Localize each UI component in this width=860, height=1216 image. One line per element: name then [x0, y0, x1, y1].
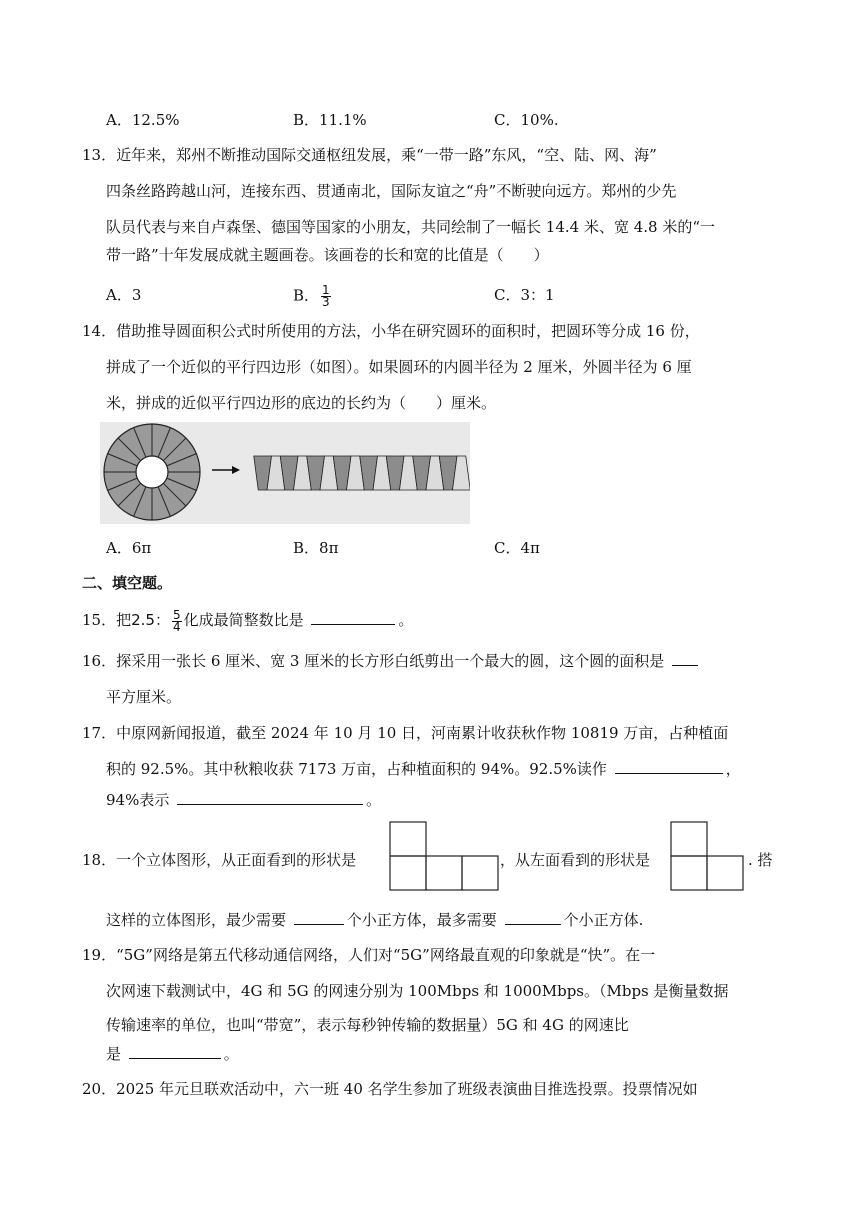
q13-option-b [293, 285, 333, 308]
q18-part-1: 18．一个立体图形，从正面看到的形状是 [82, 851, 357, 869]
q14-option-c: C．4π [494, 539, 540, 557]
left-view-figure [670, 821, 747, 892]
q15-prefix: 15．把 [82, 611, 132, 629]
section-heading-fill-in: 二、填空题。 [82, 574, 173, 592]
q17-line-2-text: 积的 92.5%。其中秋粮收获 7173 万亩，占种植面积的 94%。92.5%读作 [106, 760, 607, 778]
q16-line-1 [82, 651, 701, 671]
q19-answer-blank[interactable] [129, 1044, 221, 1059]
q18-max-blank[interactable] [505, 910, 561, 925]
q15-end: 。 [398, 611, 414, 629]
q19-line-3: 传输速率的单位，也叫“带宽”，表示每秒钟传输的数据量）5G 和 4G 的网速比 [106, 1016, 629, 1034]
q18-min-blank[interactable] [294, 910, 344, 925]
q14-line-2: 拼成了一个近似的平行四边形（如图）。如果圆环的内圆半径为 2 厘米，外圆半径为 6 厘 [106, 358, 692, 376]
annulus-inner-circle [136, 456, 168, 488]
q18-line-2 [106, 910, 643, 930]
q14-line-3: 米，拼成的近似平行四边形的底边的长约为（ ）厘米。 [106, 394, 497, 412]
q12-option-a: A．12.5% [106, 111, 180, 129]
q18-part-3: . 搭 [748, 851, 773, 869]
q17-line-3 [106, 790, 381, 810]
q19-end: 。 [223, 1045, 239, 1063]
q16-line-2: 平方厘米。 [106, 688, 182, 706]
q18-line-2-text: 这样的立体图形，最少需要 [106, 911, 287, 929]
annulus-figure [104, 424, 200, 520]
q14-line-1: 14．借助推导圆面积公式时所使用的方法，小华在研究圆环的面积时，把圆环等分成 16 份， [82, 322, 700, 340]
q15-answer-blank[interactable] [311, 610, 395, 625]
fraction-denominator: 4 [172, 619, 181, 634]
q17-read-as-blank[interactable] [615, 759, 723, 774]
q13-option-a: A．3 [106, 286, 142, 304]
q15-suffix: 化成最简整数比是 [183, 611, 304, 629]
q17-meaning-blank[interactable] [177, 790, 363, 805]
q13-line-1: 13．近年来，郑州不断推动国际交通枢纽发展，乘“一带一路”东风，“空、陆、网、海” [82, 146, 657, 164]
q19-line-1: 19．“5G”网络是第五代移动通信网络，人们对“5G”网络最直观的印象就是“快”。在一 [82, 946, 656, 964]
q13-line-2: 四条丝路跨越山河，连接东西、贯通南北，国际友谊之“舟”不断驶向远方。郑州的少先 [106, 182, 677, 200]
q17-line-2 [106, 759, 741, 779]
q19-line-4-text: 是 [106, 1045, 122, 1063]
q20-line-1: 20．2025 年元旦联欢活动中，六一班 40 名学生参加了班级表演曲目推选投票。投票情况如 [82, 1080, 698, 1098]
parallelogram-figure [254, 456, 470, 490]
q16-text: 16．探采用一张长 6 厘米、宽 3 厘米的长方形白纸剪出一个最大的圆，这个圆的面积是 [82, 652, 665, 670]
fraction-denominator: 3 [322, 295, 330, 309]
q17-line-1: 17．中原网新闻报道，截至 2024 年 10 月 10 日，河南累计收获秋作物 10819 万亩，占种植面 [82, 724, 729, 742]
q12-option-c: C．10%. [494, 111, 559, 129]
q15-fraction [172, 607, 182, 634]
fraction-numerator: 5 [172, 607, 181, 622]
q14-option-a: A．6π [106, 539, 152, 557]
front-view-figure [389, 821, 500, 892]
q18-line-2-end: 个小正方体. [563, 911, 644, 929]
q13-line-3: 队员代表与来自卢森堡、德国等国家的小朋友，共同绘制了一幅长 14.4 米、宽 4.8 米的“一 [106, 218, 715, 236]
fraction-numerator: 1 [322, 283, 330, 297]
q15-ratio-left: 2.5： [131, 611, 170, 629]
q13-option-c: C．3：1 [494, 286, 555, 304]
annulus-to-parallelogram-figure [100, 422, 470, 524]
q17-end: 。 [366, 791, 382, 809]
q18-line-2-middle: 个小正方体，最多需要 [346, 911, 497, 929]
q14-option-b: B．8π [293, 539, 339, 557]
q19-line-2: 次网速下载测试中，4G 和 5G 的网速分别为 100Mbps 和 1000Mbps。（Mbps 是衡量数据 [106, 982, 729, 1000]
q13-option-b-fraction [321, 285, 331, 308]
q13-option-b-prefix: B． [293, 286, 320, 305]
q17-comma: ， [725, 760, 741, 778]
q19-line-4 [106, 1044, 239, 1064]
q18-part-2: ，从左面看到的形状是 [500, 851, 651, 869]
q12-option-b: B．11.1% [293, 111, 367, 129]
q16-answer-blank[interactable] [672, 651, 698, 666]
q17-line-3-text: 94%表示 [106, 791, 170, 809]
q13-line-4: 带一路”十年发展成就主题画卷。该画卷的长和宽的比值是（ ） [106, 246, 549, 264]
q15-line [82, 608, 413, 633]
